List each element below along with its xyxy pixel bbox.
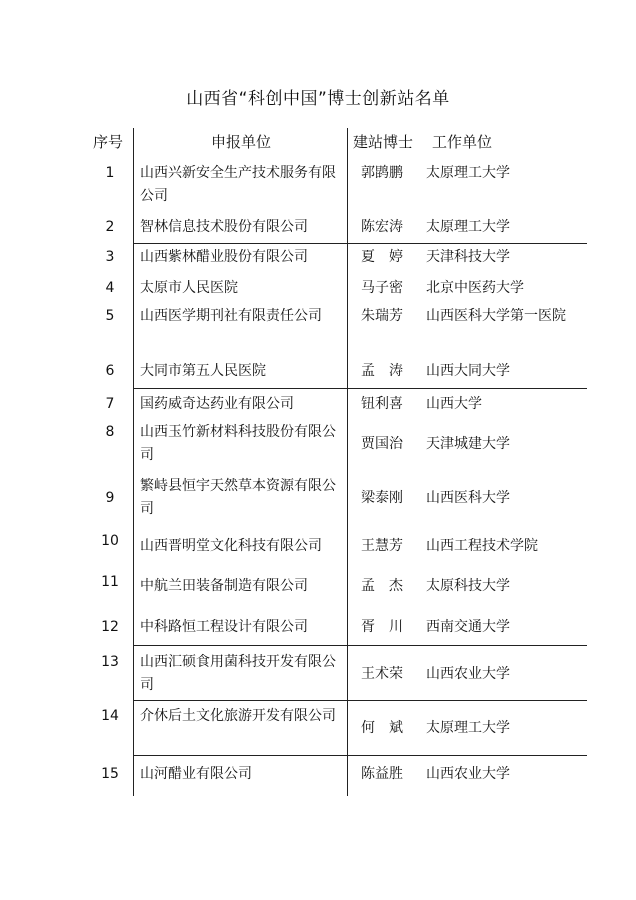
row-unit: 繁峙县恒宇天然草本资源有限公司 bbox=[140, 478, 336, 517]
row-seq: 6 bbox=[105, 363, 115, 379]
row-seq: 8 bbox=[105, 424, 115, 440]
row-work: 太原理工大学 bbox=[426, 165, 510, 181]
row-unit: 山西玉竹新材料科技股份有限公司 bbox=[140, 424, 336, 463]
header-work: 工作单位 bbox=[432, 133, 493, 151]
row-doctor: 郭鹍鹏 bbox=[361, 165, 403, 181]
row-work: 山西农业大学 bbox=[426, 766, 510, 782]
row-work: 太原理工大学 bbox=[426, 219, 510, 235]
row-unit: 山西医学期刊社有限责任公司 bbox=[140, 308, 322, 324]
header-doctor: 建站博士 bbox=[353, 133, 414, 151]
row-doctor: 王慧芳 bbox=[361, 538, 403, 554]
row-doctor: 孟 涛 bbox=[361, 363, 403, 379]
row-unit: 山西汇硕食用菌科技开发有限公司 bbox=[140, 654, 336, 693]
column-divider-right bbox=[347, 128, 348, 796]
group-divider bbox=[133, 243, 587, 244]
group-divider bbox=[133, 755, 587, 756]
row-doctor: 夏 婷 bbox=[361, 249, 403, 265]
row-unit: 中航兰田装备制造有限公司 bbox=[140, 578, 308, 594]
row-doctor: 孟 杰 bbox=[361, 578, 403, 594]
row-unit: 山西兴新安全生产技术服务有限公司 bbox=[140, 165, 336, 204]
row-doctor: 朱瑞芳 bbox=[361, 308, 403, 324]
row-work: 山西大同大学 bbox=[426, 363, 510, 379]
row-work: 天津城建大学 bbox=[426, 436, 510, 452]
row-unit: 国药威奇达药业有限公司 bbox=[140, 396, 294, 412]
page-title: 山西省“科创中国”博士创新站名单 bbox=[186, 89, 450, 109]
row-doctor: 王术荣 bbox=[361, 666, 403, 682]
row-doctor: 何 斌 bbox=[361, 720, 403, 736]
row-doctor: 贾国治 bbox=[361, 436, 403, 452]
row-work: 西南交通大学 bbox=[426, 619, 510, 635]
row-doctor: 陈益胜 bbox=[361, 766, 403, 782]
row-seq: 1 bbox=[105, 165, 115, 181]
row-seq: 9 bbox=[105, 490, 115, 506]
row-work: 天津科技大学 bbox=[426, 249, 510, 265]
row-unit: 大同市第五人民医院 bbox=[140, 363, 266, 379]
row-seq: 7 bbox=[105, 396, 115, 412]
row-unit: 山西晋明堂文化科技有限公司 bbox=[140, 538, 322, 554]
row-work: 山西大学 bbox=[426, 396, 482, 412]
row-unit: 中科路恒工程设计有限公司 bbox=[140, 619, 308, 635]
row-doctor: 胥 川 bbox=[361, 619, 403, 635]
row-unit: 山西紫林醋业股份有限公司 bbox=[140, 249, 308, 265]
row-seq: 2 bbox=[105, 219, 115, 235]
row-work: 太原科技大学 bbox=[426, 578, 510, 594]
group-divider bbox=[133, 645, 587, 646]
row-work: 山西医科大学 bbox=[426, 490, 510, 506]
row-work: 山西农业大学 bbox=[426, 666, 510, 682]
row-work: 山西医科大学第一医院 bbox=[426, 308, 566, 324]
row-doctor: 钮利喜 bbox=[361, 396, 403, 412]
row-doctor: 陈宏涛 bbox=[361, 219, 403, 235]
row-seq: 13 bbox=[101, 654, 119, 670]
row-work: 北京中医药大学 bbox=[426, 280, 524, 296]
row-doctor: 梁泰刚 bbox=[361, 490, 403, 506]
row-work: 山西工程技术学院 bbox=[426, 538, 538, 554]
row-seq: 12 bbox=[101, 619, 119, 635]
row-unit: 太原市人民医院 bbox=[140, 280, 238, 296]
row-seq: 10 bbox=[101, 533, 119, 549]
group-divider bbox=[133, 700, 587, 701]
row-seq: 3 bbox=[105, 249, 115, 265]
row-seq: 11 bbox=[101, 574, 119, 590]
group-divider bbox=[133, 388, 587, 389]
row-seq: 5 bbox=[105, 308, 115, 324]
row-seq: 4 bbox=[105, 280, 115, 296]
header-unit: 申报单位 bbox=[211, 133, 272, 151]
row-seq: 14 bbox=[101, 708, 119, 724]
row-seq: 15 bbox=[101, 766, 119, 782]
row-doctor: 马子密 bbox=[361, 280, 403, 296]
header-seq: 序号 bbox=[93, 133, 124, 151]
row-unit: 山河醋业有限公司 bbox=[140, 766, 252, 782]
row-unit: 介休后土文化旅游开发有限公司 bbox=[140, 708, 336, 724]
row-work: 太原理工大学 bbox=[426, 720, 510, 736]
row-unit: 智林信息技术股份有限公司 bbox=[140, 219, 308, 235]
